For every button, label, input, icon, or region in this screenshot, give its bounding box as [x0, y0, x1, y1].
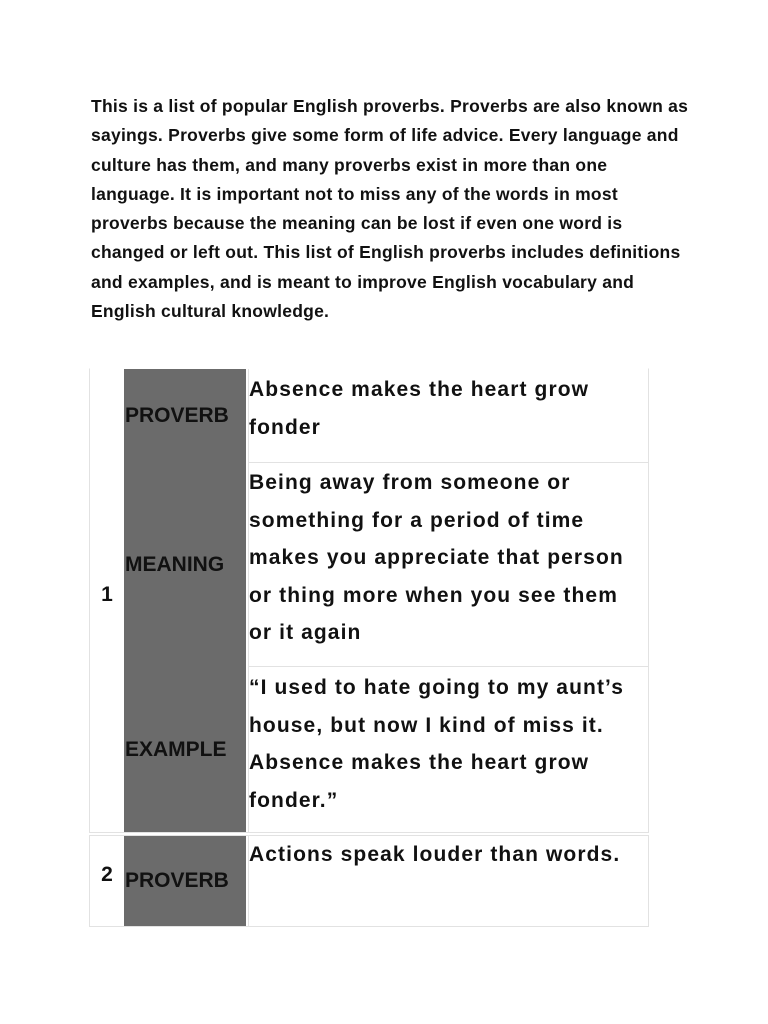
proverb-row	[124, 369, 648, 463]
proverb-text: Actions speak louder than words.	[248, 836, 648, 926]
example-text: “I used to hate going to my aunt’s house, but now I kind of miss it. Absence makes the heart grow fonder.”	[248, 667, 648, 832]
proverb-entry-1	[89, 368, 649, 833]
entry-number: 1	[101, 583, 113, 606]
row-label-proverb: PROVERB	[124, 369, 246, 463]
meaning-text: Being away from someone or something for a period of time makes you appreciate that person or thing more when you see them or it again	[248, 463, 648, 667]
proverb-entry-2	[89, 835, 649, 927]
example-row	[124, 667, 648, 832]
meaning-row	[124, 463, 648, 667]
row-label-example: EXAMPLE	[124, 667, 246, 832]
row-label-meaning: MEANING	[124, 463, 246, 667]
intro-paragraph: This is a list of popular English proverbs. Proverbs are also known as sayings. Proverbs give some form of life advice. Every language and culture has them, and many proverbs exist in more than one language. It is important not to miss any of the words in most proverbs because the meaning can be lost if even one word is changed or left out. This list of English proverbs includes definitions and examples, and is meant to improve English vocabulary and English cultural knowledge.	[91, 96, 689, 322]
proverb-text: Absence makes the heart grow fonder	[248, 369, 648, 463]
entry-number: 2	[101, 863, 113, 886]
proverb-row	[124, 836, 648, 926]
row-label-proverb: PROVERB	[124, 836, 246, 926]
